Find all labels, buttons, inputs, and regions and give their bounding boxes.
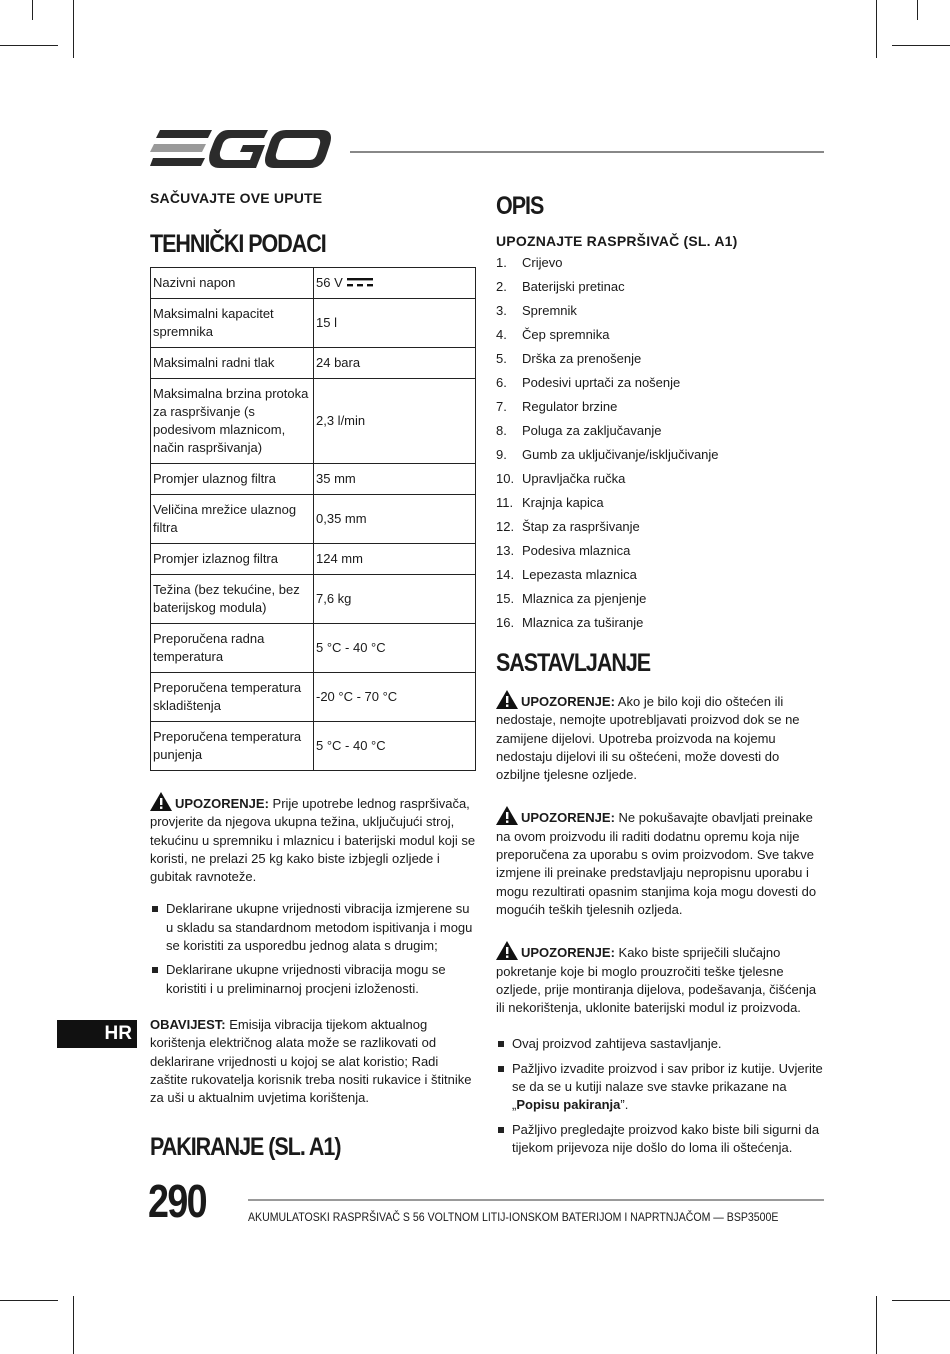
spec-label: Maksimalna brzina protoka za raspršivanje (s podesivom mlaznicom, način raspršivanja) bbox=[151, 379, 314, 464]
crop-mark bbox=[892, 1300, 950, 1301]
table-row bbox=[151, 268, 476, 299]
list-item bbox=[496, 299, 826, 323]
warning-label: UPOZORENJE: bbox=[521, 810, 615, 826]
spec-label: Promjer ulaznog filtra bbox=[151, 464, 314, 495]
table-row bbox=[151, 624, 476, 673]
packing-heading: PAKIRANJE (SL. A1) bbox=[150, 1133, 341, 1162]
table-row bbox=[151, 544, 476, 575]
spec-value-text: 15 l bbox=[316, 315, 337, 330]
part-number: 5. bbox=[496, 351, 507, 366]
bullet-text: Pažljivo izvadite proizvod i sav pribor iz kutije. Uvjerite se da se u kutiji nalaze sve stavke prikazane na „ bbox=[512, 1060, 823, 1113]
table-row bbox=[151, 722, 476, 771]
spec-label: Težina (bez tekućine, bez baterijskog modula) bbox=[151, 575, 314, 624]
packing-list-ref: Popisu pakiranja bbox=[516, 1097, 621, 1113]
left-column bbox=[150, 190, 476, 1162]
spec-value bbox=[314, 673, 476, 722]
list-item bbox=[496, 539, 826, 563]
part-name: Crijevo bbox=[522, 255, 563, 270]
table-row bbox=[151, 379, 476, 464]
page-number: 290 bbox=[148, 1175, 207, 1227]
spec-label: Veličina mrežice ulaznog filtra bbox=[151, 495, 314, 544]
crop-mark bbox=[876, 1296, 877, 1354]
spec-value bbox=[314, 348, 476, 379]
description-heading: OPIS bbox=[496, 192, 544, 220]
part-number: 14. bbox=[496, 567, 515, 582]
spec-value bbox=[314, 495, 476, 544]
part-number: 3. bbox=[496, 303, 507, 318]
crop-mark bbox=[73, 1296, 74, 1354]
part-name: Podesiva mlaznica bbox=[522, 543, 631, 558]
spec-value-text: 56 V bbox=[316, 275, 343, 290]
notice-vibration bbox=[150, 1016, 476, 1107]
ego-logo bbox=[150, 130, 332, 172]
part-name: Mlaznica za pjenjenje bbox=[522, 591, 647, 606]
notice-label: OBAVIJEST: bbox=[150, 1016, 226, 1032]
bullet-text: ”. bbox=[620, 1097, 629, 1113]
crop-mark bbox=[32, 0, 33, 20]
spec-value bbox=[314, 575, 476, 624]
list-item bbox=[496, 443, 826, 467]
spec-value-text: 35 mm bbox=[316, 471, 356, 486]
spec-value-text: 5 °C - 40 °C bbox=[316, 640, 386, 655]
spec-value bbox=[314, 624, 476, 673]
notice-text: Emisija vibracija tijekom aktualnog korištenja električnog alata može se razlikovati od deklarirane vrijednosti u kojoj se alat koristio; Radi zaštite rukovatelja korisnik treba nositi rukavice i štitnike za uši u aktualnim uvjetima korištenja. bbox=[150, 1016, 472, 1106]
part-number: 11. bbox=[496, 495, 514, 510]
footer-rule bbox=[248, 1199, 824, 1201]
list-item bbox=[496, 611, 826, 635]
dc-symbol-icon bbox=[347, 276, 373, 288]
spec-value-text: 7,6 kg bbox=[316, 591, 352, 606]
spec-label: Nazivni napon bbox=[151, 268, 314, 299]
warning-damaged-parts bbox=[496, 690, 826, 784]
footer-title: AKUMULATOSKI RASPRŠIVAČ S 56 VOLTNOM LITIJ-IONSKOM BATERIJOM I NAPRTNJAČOM — BSP3500E bbox=[248, 1210, 779, 1224]
spec-value-text: 124 mm bbox=[316, 551, 363, 566]
list-item: Deklarirane ukupne vrijednosti vibracija izmjerene su u skladu sa standardnom metodom ispitivanja i mogu se koristiti za usporedbu jednog alata s drugim; bbox=[150, 900, 476, 955]
warning-text: Ne pokušavajte obavljati preinake na ovom proizvodu ili raditi dodatnu opremu koja nije preporučena za uporabu s ovim proizvodom. Sve takve izmjene ili preinake predstavljaju nepropisnu uporabu i mogu rezultirati opasnim stanjima koja mogu dovesti do mogućih teških tjelesnih ozljeda. bbox=[496, 810, 817, 917]
crop-mark bbox=[73, 0, 74, 58]
language-tab: HR bbox=[57, 1020, 137, 1048]
warning-label: UPOZORENJE: bbox=[521, 945, 615, 961]
part-number: 9. bbox=[496, 447, 507, 462]
right-column bbox=[496, 190, 826, 1163]
list-item bbox=[496, 371, 826, 395]
part-name: Štap za raspršivanje bbox=[522, 519, 640, 534]
header-rule bbox=[350, 151, 824, 153]
list-item bbox=[496, 275, 826, 299]
part-number: 12. bbox=[496, 519, 515, 534]
save-instructions-heading: SAČUVAJTE OVE UPUTE bbox=[150, 190, 323, 206]
know-sprayer-heading: UPOZNAJTE RASPRŠIVAČ (SL. A1) bbox=[496, 233, 738, 249]
list-item bbox=[496, 1060, 826, 1115]
list-item bbox=[496, 587, 826, 611]
part-name: Regulator brzine bbox=[522, 399, 618, 414]
part-name: Spremnik bbox=[522, 303, 577, 318]
list-item bbox=[496, 515, 826, 539]
table-row bbox=[151, 348, 476, 379]
warning-text: Prije upotrebe lednog raspršivača, provjerite da njegova ukupna težina, uključujući stroj, tekućinu u spremniku i mlaznicu i baterijski modul koji se koristi, ne prelazi 25 kg kako biste izbjegli ozljede i gubitak ravnoteže. bbox=[150, 796, 476, 885]
spec-label: Preporučena radna temperatura bbox=[151, 624, 314, 673]
list-item: Ovaj proizvod zahtijeva sastavljanje. bbox=[496, 1035, 826, 1053]
spec-value bbox=[314, 268, 476, 299]
warning-modifications bbox=[496, 806, 826, 919]
spec-label: Maksimalni kapacitet spremnika bbox=[151, 299, 314, 348]
crop-mark bbox=[892, 45, 950, 46]
spec-value bbox=[314, 299, 476, 348]
crop-mark bbox=[876, 0, 877, 58]
table-row bbox=[151, 575, 476, 624]
list-item bbox=[496, 467, 826, 491]
part-number: 7. bbox=[496, 399, 507, 414]
assembly-bullets bbox=[496, 1035, 826, 1157]
part-name: Lepezasta mlaznica bbox=[522, 567, 637, 582]
list-item bbox=[496, 395, 826, 419]
table-row bbox=[151, 495, 476, 544]
spec-value-text: 2,3 l/min bbox=[316, 413, 366, 428]
part-number: 16. bbox=[496, 615, 515, 630]
specs-table bbox=[150, 267, 476, 771]
spec-value bbox=[314, 544, 476, 575]
part-number: 6. bbox=[496, 375, 507, 390]
part-name: Upravljačka ručka bbox=[522, 471, 626, 486]
warning-icon bbox=[150, 792, 172, 811]
part-name: Krajnja kapica bbox=[522, 495, 604, 510]
spec-value bbox=[314, 722, 476, 771]
tech-data-heading: TEHNIČKI PODACI bbox=[150, 230, 326, 258]
part-name: Poluga za zaključavanje bbox=[522, 423, 662, 438]
list-item bbox=[496, 563, 826, 587]
part-name: Baterijski pretinac bbox=[522, 279, 625, 294]
spec-label: Promjer izlaznog filtra bbox=[151, 544, 314, 575]
spec-value bbox=[314, 379, 476, 464]
warning-label: UPOZORENJE: bbox=[175, 796, 269, 811]
crop-mark bbox=[0, 1300, 58, 1301]
spec-value-text: -20 °C - 70 °C bbox=[316, 689, 398, 704]
list-item bbox=[496, 347, 826, 371]
warning-icon bbox=[496, 690, 518, 709]
part-name: Podesivi uprtači za nošenje bbox=[522, 375, 681, 390]
spec-label: Preporučena temperatura skladištenja bbox=[151, 673, 314, 722]
part-number: 2. bbox=[496, 279, 507, 294]
crop-mark bbox=[0, 45, 58, 46]
list-item bbox=[496, 419, 826, 443]
crop-mark bbox=[917, 0, 918, 20]
part-name: Čep spremnika bbox=[522, 327, 610, 342]
spec-value bbox=[314, 464, 476, 495]
spec-label: Maksimalni radni tlak bbox=[151, 348, 314, 379]
part-name: Mlaznica za tuširanje bbox=[522, 615, 644, 630]
list-item: Pažljivo pregledajte proizvod kako biste bili sigurni da tijekom prijevoza nije došlo do loma ili oštećenja. bbox=[496, 1121, 826, 1158]
spec-label: Preporučena temperatura punjenja bbox=[151, 722, 314, 771]
part-number: 15. bbox=[496, 591, 515, 606]
spec-value-text: 0,35 mm bbox=[316, 511, 367, 526]
part-number: 13. bbox=[496, 543, 515, 558]
list-item bbox=[496, 491, 826, 515]
part-number: 1. bbox=[496, 255, 507, 270]
part-number: 8. bbox=[496, 423, 507, 438]
parts-list bbox=[496, 251, 826, 635]
spec-value-text: 5 °C - 40 °C bbox=[316, 738, 386, 753]
table-row bbox=[151, 673, 476, 722]
part-number: 10. bbox=[496, 471, 515, 486]
table-row bbox=[151, 464, 476, 495]
warning-text: Kako biste spriječili slučajno pokretanje koje bi moglo prouzročiti teške tjelesne ozljede, prije montiranja dijelova, podešavanja, čišćenja ili nekorištenja, uklonite baterijski modul iz proizvoda. bbox=[496, 945, 817, 1016]
part-name: Gumb za uključivanje/isključivanje bbox=[522, 447, 719, 462]
spec-value-text: 24 bara bbox=[316, 355, 361, 370]
warning-weight bbox=[150, 792, 476, 886]
table-row bbox=[151, 299, 476, 348]
warning-text: Ako je bilo koji dio oštećen ili nedostaje, nemojte upotrebljavati proizvod dok se ne zamijene dijelovi. Upotreba proizvoda na kojemu nedostaju dijelovi ili su oštećeni, može dovesti do ozbiljne tjelesne ozljede. bbox=[496, 694, 800, 783]
part-name: Drška za prenošenje bbox=[522, 351, 642, 366]
warning-icon bbox=[496, 941, 518, 960]
list-item: Deklarirane ukupne vrijednosti vibracija mogu se koristiti i u preliminarnoj procjeni izloženosti. bbox=[150, 961, 476, 998]
part-number: 4. bbox=[496, 327, 507, 342]
list-item bbox=[496, 251, 826, 275]
assembly-heading: SASTAVLJANJE bbox=[496, 649, 651, 677]
warning-icon bbox=[496, 806, 518, 825]
vibration-bullets bbox=[150, 900, 476, 997]
warning-label: UPOZORENJE: bbox=[521, 694, 615, 709]
warning-accidental-start bbox=[496, 941, 826, 1017]
list-item bbox=[496, 323, 826, 347]
